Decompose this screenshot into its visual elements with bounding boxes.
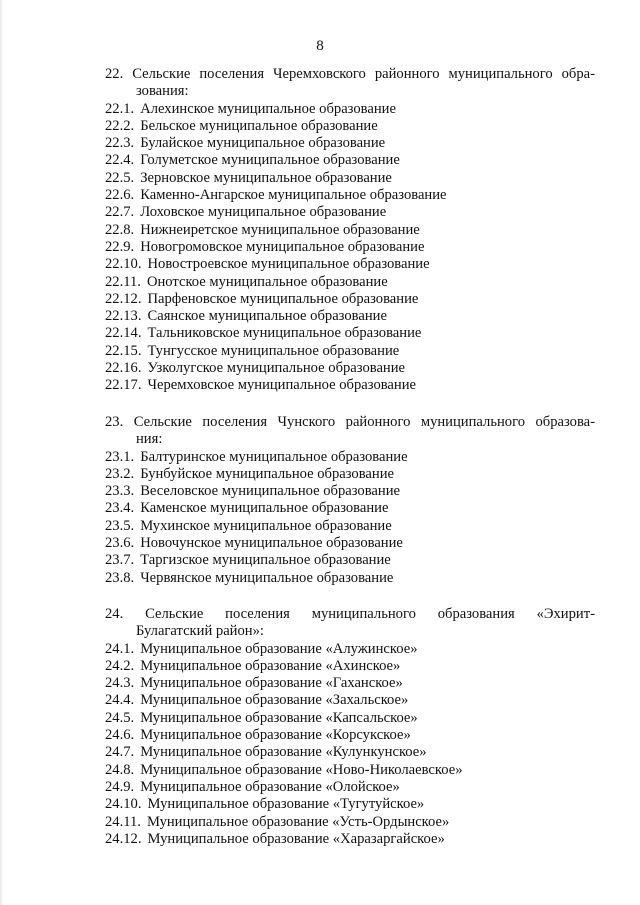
list-item-text: Голуметское муниципальное образование [140, 152, 400, 169]
list-item-number: 23.8. [105, 569, 135, 586]
list-item-text: Муниципальное образование «Капсальское» [140, 709, 418, 726]
list-item-text: Муниципальное образование «Ново-Николаевское» [140, 761, 463, 778]
list-item-number: 24.10. [105, 796, 142, 813]
heading-word: районного [345, 414, 411, 430]
list-item-text: Тунгусское муниципальное образование [147, 342, 400, 359]
list-item-number: 22.15. [105, 342, 142, 359]
list-item-text: Муниципальное образование «Тугутуйское» [147, 796, 425, 813]
list-item [105, 170, 595, 187]
list-item-number: 23.3. [105, 483, 135, 500]
list-item-number: 24.12. [105, 830, 142, 847]
list-item [105, 710, 595, 727]
list-item [105, 101, 595, 118]
section-heading-line-1 [105, 414, 595, 431]
list-item-text: Муниципальное образование «Ахинское» [140, 657, 401, 674]
list-item [105, 779, 595, 796]
page-number: 8 [316, 38, 324, 54]
list-item-number: 22.12. [105, 290, 142, 307]
list-item [105, 343, 595, 360]
list-item [105, 518, 595, 535]
list-item-text: Новогромовское муниципальное образование [140, 238, 425, 255]
list-item [105, 500, 595, 517]
list-item-number: 22.4. [105, 152, 135, 169]
list-item-number: 24.8. [105, 761, 135, 778]
list-item-text: Бунбуйское муниципальное образование [140, 465, 394, 482]
list-item [105, 727, 595, 744]
section-number: 22. [105, 66, 124, 82]
list-item [105, 796, 595, 813]
heading-word: поселения [202, 414, 268, 430]
list-item-number: 23.5. [105, 517, 135, 534]
list-item [105, 308, 595, 325]
list-item-text: Парфеновское муниципальное образование [147, 290, 419, 307]
list-item [105, 675, 595, 692]
section-number: 24. [105, 606, 124, 622]
heading-word: Чунского [277, 414, 336, 430]
list-item-number: 22.10. [105, 256, 142, 273]
list-item [105, 204, 595, 221]
list-item [105, 466, 595, 483]
list-item-number: 22.16. [105, 360, 142, 377]
list-item-text: Новочунское муниципальное образование [140, 535, 403, 552]
list-item-text: Каменское муниципальное образование [140, 500, 389, 517]
list-item-number: 23.7. [105, 552, 135, 569]
list-item-number: 22.2. [105, 117, 135, 134]
list-item-number: 24.5. [105, 709, 135, 726]
list-item-text: Новостроевское муниципальное образование [147, 256, 430, 273]
list-item-number: 22.14. [105, 325, 142, 342]
list-item-text: Онотское муниципальное образование [146, 273, 388, 290]
list-item-number: 22.6. [105, 187, 135, 204]
list-item [105, 831, 595, 848]
list-item-text: Муниципальное образование «Усть-Ордынское» [146, 813, 450, 830]
heading-word: муниципального [311, 606, 416, 622]
list-item-number: 22.13. [105, 308, 142, 325]
section-heading-line-2: Булагатский район»: [136, 623, 264, 640]
list-item-text: Каменно-Ангарское муниципальное образование [140, 187, 447, 204]
list-item [105, 658, 595, 675]
list-item [105, 814, 595, 831]
list-item-text: Муниципальное образование «Корсукское» [140, 727, 411, 744]
list-item-text: Зерновское муниципальное образование [140, 169, 392, 186]
list-item-number: 22.7. [105, 204, 135, 221]
list-item [105, 552, 595, 569]
list-item [105, 570, 595, 587]
list-item [105, 360, 595, 377]
list-item-text: Тальниковское муниципальное образование [147, 325, 422, 342]
list-item-text: Муниципальное образование «Захальское» [140, 692, 409, 709]
list-item [105, 762, 595, 779]
section-24 [105, 606, 595, 848]
list-item-number: 22.9. [105, 238, 135, 255]
heading-word: образова- [535, 414, 595, 430]
list-item [105, 325, 595, 342]
section-heading-line-1 [105, 606, 595, 623]
list-item-text: Булайское муниципальное образование [140, 135, 386, 152]
heading-word: обра- [561, 66, 595, 82]
list-item-text: Таргизское муниципальное образование [140, 552, 391, 569]
list-item [105, 239, 595, 256]
heading-word: поселения [225, 606, 290, 622]
heading-word: образования [437, 606, 515, 622]
list-item-text: Муниципальное образование «Гаханское» [140, 675, 403, 692]
list-item [105, 118, 595, 135]
list-item-text: Муниципальное образование «Харазаргайское» [147, 830, 445, 847]
list-item-text: Червянское муниципальное образование [140, 569, 394, 586]
list-item-text: Веселовское муниципальное образование [140, 483, 400, 500]
list-item-number: 22.5. [105, 169, 135, 186]
list-item-text: Муниципальное образование «Алужинское» [140, 640, 418, 657]
list-item-number: 24.1. [105, 640, 135, 657]
list-item [105, 641, 595, 658]
list-item-number: 23.1. [105, 448, 135, 465]
list-item [105, 291, 595, 308]
list-item [105, 222, 595, 239]
list-item [105, 135, 595, 152]
heading-word: Сельские [132, 66, 191, 82]
list-item [105, 377, 595, 394]
list-item-text: Бельское муниципальное образование [140, 117, 378, 134]
page-edge-shadow [0, 0, 3, 905]
list-item-text: Муниципальное образование «Олойское» [140, 778, 400, 795]
list-item-text: Мухинское муниципальное образование [140, 517, 392, 534]
list-item-text: Лоховское муниципальное образование [140, 204, 387, 221]
list-item-text: Нижнеиретское муниципальное образование [140, 221, 420, 238]
heading-word: поселения [199, 66, 265, 82]
heading-word: муниципального [420, 414, 525, 430]
list-item [105, 744, 595, 761]
section-23 [105, 414, 595, 587]
list-item [105, 274, 595, 291]
list-item-number: 24.9. [105, 778, 135, 795]
section-22 [105, 66, 595, 395]
heading-word: муниципального [448, 66, 553, 82]
list-item-text: Саянское муниципальное образование [147, 308, 387, 325]
list-item-number: 24.7. [105, 744, 135, 761]
list-item-number: 23.4. [105, 500, 135, 517]
list-item-number: 24.2. [105, 657, 135, 674]
list-item-number: 23.6. [105, 535, 135, 552]
list-item [105, 187, 595, 204]
list-item [105, 449, 595, 466]
list-item-number: 24.11. [105, 813, 141, 830]
section-heading-line-2: ния: [136, 431, 163, 448]
list-item-number: 22.1. [105, 100, 135, 117]
heading-word: Черемховского [273, 66, 366, 82]
section-heading-line-1 [105, 66, 595, 83]
list-item-number: 24.4. [105, 692, 135, 709]
heading-word: Сельские [145, 606, 204, 622]
section-number: 23. [105, 414, 124, 430]
list-item-text: Балтуринское муниципальное образование [140, 448, 408, 465]
list-item [105, 256, 595, 273]
list-item-number: 24.3. [105, 675, 135, 692]
heading-word: районного [374, 66, 440, 82]
list-item [105, 483, 595, 500]
list-item-number: 22.17. [105, 377, 142, 394]
list-item-number: 22.11. [105, 273, 141, 290]
list-item-number: 22.8. [105, 221, 135, 238]
heading-word: Сельские [133, 414, 192, 430]
list-item [105, 692, 595, 709]
heading-word: «Эхирит- [536, 606, 595, 622]
section-heading-line-2: зования: [136, 83, 189, 100]
list-item-number: 24.6. [105, 727, 135, 744]
list-item-text: Черемховское муниципальное образование [147, 377, 417, 394]
list-item-number: 23.2. [105, 465, 135, 482]
list-item [105, 152, 595, 169]
list-item-text: Алехинское муниципальное образование [140, 100, 396, 117]
list-item-text: Муниципальное образование «Кулункунское» [140, 744, 427, 761]
list-item-text: Узколугское муниципальное образование [147, 360, 406, 377]
list-item-number: 22.3. [105, 135, 135, 152]
list-item [105, 535, 595, 552]
